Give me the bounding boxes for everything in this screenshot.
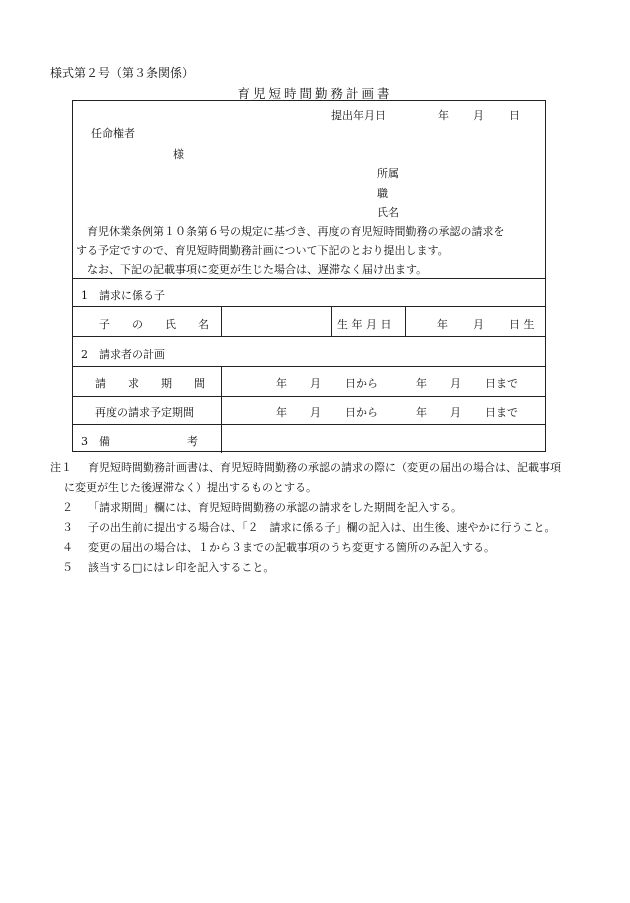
period-end-month: 月 xyxy=(450,377,461,390)
birth-label-divider-left xyxy=(331,306,332,336)
birth-day: 日 生 xyxy=(509,318,535,331)
note-number: 注１ xyxy=(50,461,72,474)
section1-heading: 1 請求に係る子 xyxy=(81,289,165,302)
statement-line-2: する予定ですので、育児短時間勤務計画について下記のとおり提出します。 xyxy=(76,244,449,257)
planned-end-month: 月 xyxy=(450,406,461,419)
birth-month: 月 xyxy=(473,318,484,331)
birth-label-divider-right xyxy=(405,306,406,336)
note-item-continuation xyxy=(50,478,610,498)
rule-after-period-row xyxy=(73,396,545,397)
applicant-name-label: 氏名 xyxy=(377,206,399,219)
period-start-day: 日から xyxy=(345,377,378,390)
appointing-authority-label: 任命権者 xyxy=(91,127,135,140)
planned-start-month: 月 xyxy=(310,406,321,419)
period-start-year: 年 xyxy=(276,377,287,390)
planned-end-day: 日まで xyxy=(485,406,518,419)
honorific-label: 様 xyxy=(173,148,184,161)
note-text: 育児短時間勤務計画書は、育児短時間勤務の承認の請求の際に（変更の届出の場合は、記載事項 xyxy=(88,461,561,474)
birth-year: 年 xyxy=(437,318,448,331)
document-title: 育児短時間勤務計画書 xyxy=(237,86,393,101)
birth-date-label: 生 年 月 日 xyxy=(337,318,392,331)
note-item xyxy=(50,518,610,538)
note-number: ４ xyxy=(62,541,73,554)
submission-day: 日 xyxy=(509,109,520,122)
rule-after-child-row xyxy=(73,336,545,337)
note-text: に変更が生じた後遅滞なく）提出するものとする。 xyxy=(64,481,317,494)
affiliation-label: 所属 xyxy=(377,167,399,180)
note-number: ５ xyxy=(62,561,73,574)
rule-after-statement xyxy=(73,278,545,279)
note-number: ３ xyxy=(62,521,73,534)
period-start-month: 月 xyxy=(310,377,321,390)
request-period-label: 請 求 期 間 xyxy=(95,377,205,390)
note-item xyxy=(50,538,610,558)
statement-line-1: 育児休業条例第１０条第６号の規定に基づき、再度の育児短時間勤務の承認の請求を xyxy=(87,225,505,238)
remarks-label: 3 備 考 xyxy=(81,435,198,448)
note-item xyxy=(50,498,610,518)
child-name-divider xyxy=(221,306,222,336)
planned-start-day: 日から xyxy=(345,406,378,419)
plan-label-divider xyxy=(221,366,222,453)
period-end-year: 年 xyxy=(416,377,427,390)
note-item xyxy=(50,558,610,578)
rule-after-section1-heading xyxy=(73,306,545,307)
child-name-label: 子 の 氏 名 xyxy=(99,318,209,331)
statement-line-3: なお、下記の記載事項に変更が生じた場合は、遅滞なく届け出ます。 xyxy=(87,263,428,276)
note-text: 子の出生前に提出する場合は、「２ 請求に係る子」欄の記入は、出生後、速やかに行うこと。 xyxy=(88,521,556,534)
note-item xyxy=(50,458,610,478)
note-text: 変更の届出の場合は、１から３までの記載事項のうち変更する箇所のみ記入する。 xyxy=(88,541,495,554)
submission-date-label: 提出年月日 xyxy=(331,109,386,122)
rule-after-section2-heading xyxy=(73,366,545,367)
form-number: 様式第２号（第３条関係） xyxy=(50,66,195,80)
planned-request-period-label: 再度の請求予定期間 xyxy=(95,406,194,419)
submission-month: 月 xyxy=(473,109,484,122)
planned-start-year: 年 xyxy=(276,406,287,419)
note-text: 「請求期間」欄には、育児短時間勤務の承認の請求をした期間を記入する。 xyxy=(88,501,462,514)
period-end-day: 日まで xyxy=(485,377,518,390)
form-frame xyxy=(72,100,546,452)
section2-heading: 2 請求者の計画 xyxy=(81,348,165,361)
planned-end-year: 年 xyxy=(416,406,427,419)
position-label: 職 xyxy=(377,187,388,200)
notes xyxy=(50,458,610,578)
note-number: ２ xyxy=(62,501,73,514)
rule-after-planned-row xyxy=(73,424,545,425)
submission-year: 年 xyxy=(438,109,449,122)
note-text: 該当する□にはレ印を記入すること。 xyxy=(88,561,275,574)
